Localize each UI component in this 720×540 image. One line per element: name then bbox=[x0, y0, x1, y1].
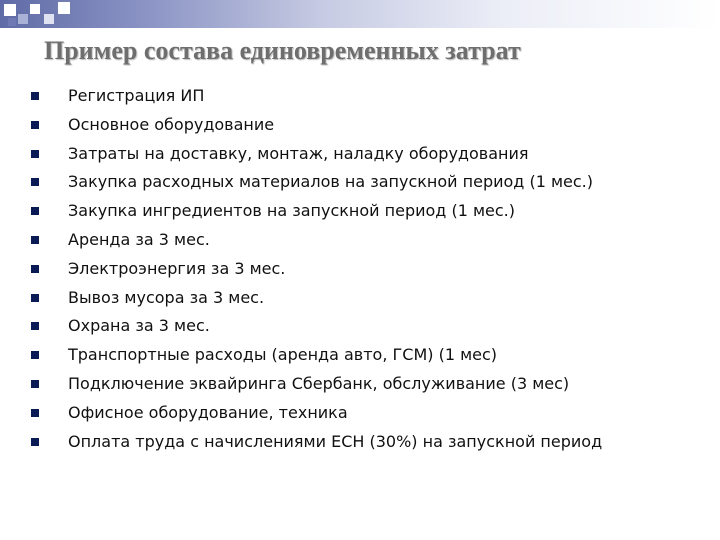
list-item bbox=[28, 140, 698, 169]
page-title: Пример состава единовременных затрат bbox=[44, 36, 521, 65]
square-bullet-icon bbox=[31, 294, 39, 302]
square-bullet-icon bbox=[31, 121, 39, 129]
list-item bbox=[28, 255, 698, 284]
list-item-label: Закупка расходных материалов на запускной период (1 мес.) bbox=[68, 172, 593, 192]
list-item bbox=[28, 341, 698, 370]
square-bullet-icon bbox=[31, 409, 39, 417]
list-item bbox=[28, 399, 698, 428]
square-bullet-icon bbox=[31, 265, 39, 273]
list-item bbox=[28, 312, 698, 341]
list-item bbox=[28, 370, 698, 399]
decor-square bbox=[44, 14, 54, 24]
square-bullet-icon bbox=[31, 92, 39, 100]
square-bullet-icon bbox=[31, 178, 39, 186]
square-bullet-icon bbox=[31, 150, 39, 158]
square-bullet-icon bbox=[31, 322, 39, 330]
list-item-label: Электроэнергия за 3 мес. bbox=[68, 258, 286, 278]
list-item-label: Основное оборудование bbox=[68, 114, 275, 134]
list-item-label: Оплата труда с начислениями ЕСН (30%) на запускной период bbox=[68, 431, 603, 451]
list-item-label: Аренда за 3 мес. bbox=[68, 229, 210, 249]
decor-square bbox=[58, 2, 70, 14]
list-item bbox=[28, 284, 698, 313]
square-bullet-icon bbox=[31, 236, 39, 244]
list-item-label: Затраты на доставку, монтаж, наладку оборудования bbox=[68, 143, 529, 163]
square-bullet-icon bbox=[31, 351, 39, 359]
list-item-label: Транспортные расходы (аренда авто, ГСМ) (1 мес) bbox=[68, 345, 498, 365]
list-item bbox=[28, 226, 698, 255]
decor-square bbox=[8, 18, 16, 26]
list-item-label: Подключение эквайринга Сбербанк, обслуживание (3 мес) bbox=[68, 373, 570, 393]
list-item-label: Охрана за 3 мес. bbox=[68, 316, 210, 336]
decor-square bbox=[30, 4, 40, 14]
square-bullet-icon bbox=[31, 380, 39, 388]
list-item bbox=[28, 111, 698, 140]
square-bullet-icon bbox=[31, 207, 39, 215]
header-decoration bbox=[0, 0, 720, 28]
list-item bbox=[28, 197, 698, 226]
list-item bbox=[28, 82, 698, 111]
decor-square bbox=[4, 4, 16, 16]
list-item-label: Закупка ингредиентов на запускной период (1 мес.) bbox=[68, 201, 515, 221]
list-item bbox=[28, 428, 698, 457]
list-item-label: Вывоз мусора за 3 мес. bbox=[68, 287, 265, 307]
square-bullet-icon bbox=[31, 438, 39, 446]
list-item-label: Офисное оборудование, техника bbox=[68, 402, 348, 422]
decor-square bbox=[18, 14, 28, 24]
list-item bbox=[28, 168, 698, 197]
cost-list bbox=[28, 82, 698, 456]
list-item-label: Регистрация ИП bbox=[68, 86, 205, 105]
